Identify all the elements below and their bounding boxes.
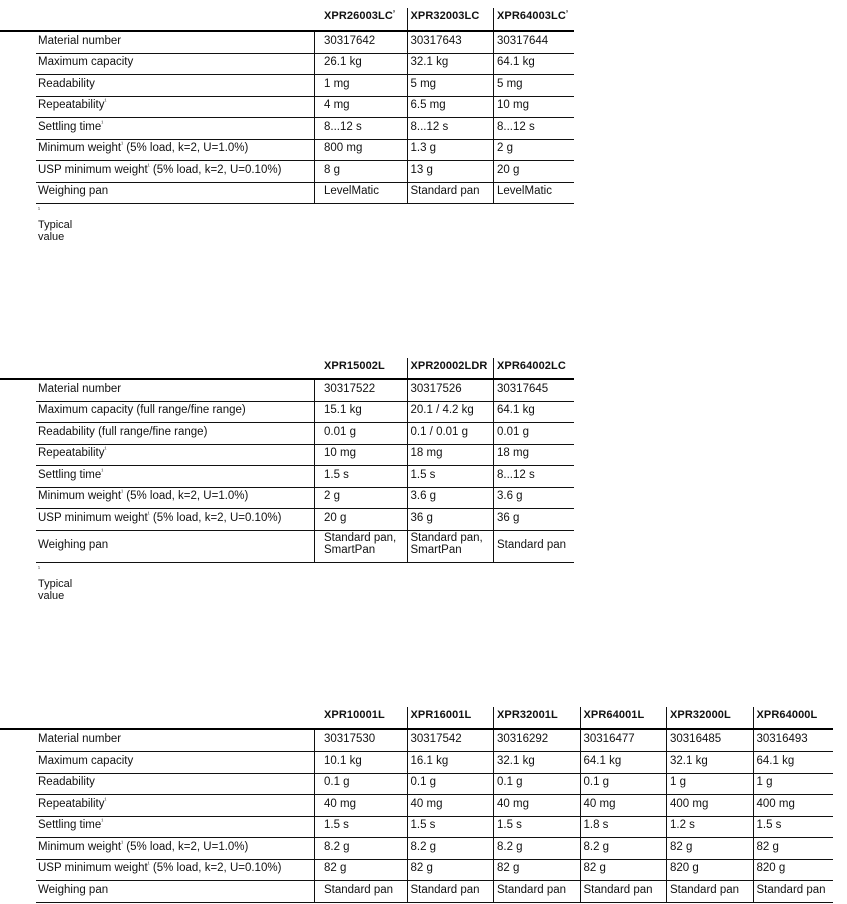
row-label: Minimum weight$^{^1}$ (5% load, k=2, U=1.0%) xyxy=(38,142,249,154)
value-cell: 0.1 / 0.01 g xyxy=(410,425,469,438)
column-divider xyxy=(314,880,315,902)
row-rule xyxy=(36,794,833,795)
row-label: Minimum weight$^{^1}$ (5% load, k=2, U=1.0%) xyxy=(38,490,249,502)
row-rule xyxy=(36,859,833,860)
column-divider xyxy=(493,751,494,773)
value-cell: 30316485 xyxy=(670,733,722,745)
row-label: USP minimum weight$^{^1}$ (5% load, k=2, U=0.10%) xyxy=(38,511,282,524)
value-cell: 400 mg xyxy=(670,797,709,810)
value-cell: 0.1 g xyxy=(497,776,523,788)
column-divider xyxy=(493,730,494,751)
column-divider xyxy=(407,358,408,378)
column-divider xyxy=(407,880,408,902)
value-cell: 1.3 g xyxy=(410,142,437,154)
model-header: XPR16001L xyxy=(410,709,472,721)
column-divider xyxy=(580,837,581,859)
column-divider xyxy=(580,880,581,902)
column-divider xyxy=(314,53,315,74)
value-cell: 5 mg xyxy=(497,77,523,90)
value-cell: Standard pan xyxy=(410,883,480,896)
value-cell: 1 g xyxy=(670,776,686,788)
column-divider xyxy=(407,465,408,487)
header-rule xyxy=(0,30,574,32)
column-divider xyxy=(493,182,494,203)
value-cell: 40 mg xyxy=(583,797,616,810)
value-cell: 8...12 s xyxy=(410,120,449,133)
column-divider xyxy=(407,422,408,444)
value-cell: 82 g xyxy=(583,862,606,874)
column-divider xyxy=(493,96,494,117)
header-rule xyxy=(0,378,574,380)
row-label: Weighing pan xyxy=(38,538,109,551)
column-divider xyxy=(314,96,315,117)
value-cell: 30316493 xyxy=(756,733,808,745)
column-divider xyxy=(493,444,494,465)
value-cell: 820 g xyxy=(756,862,786,874)
column-divider xyxy=(493,508,494,530)
column-divider xyxy=(407,32,408,53)
value-cell: 30317526 xyxy=(410,383,462,395)
column-divider xyxy=(407,96,408,117)
row-rule xyxy=(36,751,833,752)
column-divider xyxy=(493,859,494,880)
value-cell: 8.2 g xyxy=(497,840,523,853)
column-divider xyxy=(493,465,494,487)
value-cell: 15.1 kg xyxy=(324,404,362,416)
column-divider xyxy=(666,880,667,902)
column-divider xyxy=(493,139,494,160)
value-cell: Standard pan, SmartPan xyxy=(410,532,483,556)
value-cell: 82 g xyxy=(670,840,693,853)
column-divider xyxy=(314,422,315,444)
model-header: XPR64002LC xyxy=(497,360,566,372)
column-divider xyxy=(314,859,315,880)
column-divider xyxy=(314,465,315,487)
row-label: USP minimum weight$^{^1}$ (5% load, k=2, U=0.10%) xyxy=(38,163,282,176)
column-divider xyxy=(314,487,315,508)
value-cell: 82 g xyxy=(410,862,433,874)
row-rule xyxy=(36,902,833,903)
value-cell: 3.6 g xyxy=(410,490,437,502)
column-divider xyxy=(753,837,754,859)
value-cell: Standard pan xyxy=(410,185,480,197)
column-divider xyxy=(493,487,494,508)
value-cell: 8.2 g xyxy=(583,840,610,853)
value-cell: 0.01 g xyxy=(324,425,356,438)
column-divider xyxy=(314,816,315,837)
value-cell: 0.1 g xyxy=(583,776,610,788)
value-cell: 30317643 xyxy=(410,35,462,47)
column-divider xyxy=(493,816,494,837)
column-divider xyxy=(407,182,408,203)
column-divider xyxy=(753,880,754,902)
row-label: Material number xyxy=(38,383,122,395)
column-divider xyxy=(407,773,408,794)
model-header: XPR10001L xyxy=(324,709,385,721)
column-divider xyxy=(753,773,754,794)
row-label: Settling time$^{^1}$ xyxy=(38,468,104,481)
column-divider xyxy=(407,8,408,30)
row-label: Material number xyxy=(38,733,122,745)
value-cell: Standard pan xyxy=(756,883,826,896)
column-divider xyxy=(407,74,408,96)
column-divider xyxy=(666,730,667,751)
model-header: $XPR26003LC^{^3}$ xyxy=(324,10,395,22)
column-divider xyxy=(493,880,494,902)
column-divider xyxy=(493,358,494,378)
value-cell: 0.01 g xyxy=(497,425,529,438)
column-divider xyxy=(666,773,667,794)
column-divider xyxy=(314,74,315,96)
column-divider xyxy=(314,530,315,562)
column-divider xyxy=(314,32,315,53)
column-divider xyxy=(666,707,667,728)
row-label: Repeatability$^{^1}$ xyxy=(38,797,107,810)
value-cell: 8...12 s xyxy=(497,120,535,133)
value-cell: 40 mg xyxy=(324,797,356,810)
row-label: Readability xyxy=(38,77,95,90)
column-divider xyxy=(493,380,494,401)
column-divider xyxy=(407,508,408,530)
value-cell: 20.1 / 4.2 kg xyxy=(410,404,474,416)
model-header: XPR32003LC xyxy=(410,10,480,22)
column-divider xyxy=(666,816,667,837)
column-divider xyxy=(493,117,494,139)
model-header: XPR64000L xyxy=(756,709,818,721)
value-cell: 32.1 kg xyxy=(670,754,708,767)
value-cell: 18 mg xyxy=(497,447,529,459)
row-label: Maximum capacity xyxy=(38,754,134,767)
column-divider xyxy=(314,401,315,422)
column-divider xyxy=(493,401,494,422)
value-cell: 4 mg xyxy=(324,99,350,111)
value-cell: 10.1 kg xyxy=(324,754,362,767)
value-cell: 800 mg xyxy=(324,142,363,154)
row-label: Readability (full range/fine range) xyxy=(38,425,208,438)
value-cell: 5 mg xyxy=(410,77,437,90)
value-cell: Standard pan xyxy=(324,883,394,896)
value-cell: Standard pan xyxy=(497,538,567,551)
value-cell: 30317522 xyxy=(324,383,376,395)
value-cell: 820 g xyxy=(670,862,699,874)
column-divider xyxy=(407,530,408,562)
value-cell: 8.2 g xyxy=(324,840,350,853)
column-divider xyxy=(666,837,667,859)
column-divider xyxy=(407,401,408,422)
column-divider xyxy=(407,487,408,508)
value-cell: LevelMatic xyxy=(324,185,379,197)
column-divider xyxy=(493,707,494,728)
column-divider xyxy=(753,816,754,837)
value-cell: 1.8 s xyxy=(583,819,609,831)
value-cell: Standard pan, SmartPan xyxy=(324,532,397,556)
value-cell: 30316292 xyxy=(497,733,549,745)
column-divider xyxy=(493,32,494,53)
value-cell: 10 mg xyxy=(324,447,356,459)
value-cell: 32.1 kg xyxy=(497,754,535,767)
column-divider xyxy=(314,380,315,401)
value-cell: 64.1 kg xyxy=(497,56,535,68)
column-divider xyxy=(580,794,581,816)
value-cell: Standard pan xyxy=(670,883,740,896)
row-rule xyxy=(36,816,833,817)
value-cell: 16.1 kg xyxy=(410,754,449,767)
column-divider xyxy=(407,816,408,837)
value-cell: 3.6 g xyxy=(497,490,523,502)
value-cell: 1.5 s xyxy=(410,819,436,831)
column-divider xyxy=(493,773,494,794)
column-divider xyxy=(580,859,581,880)
row-label: Material number xyxy=(38,35,122,47)
value-cell: 30317644 xyxy=(497,35,549,47)
value-cell: 1.5 s xyxy=(497,819,522,831)
value-cell: 2 g xyxy=(497,142,513,154)
column-divider xyxy=(753,751,754,773)
row-label: Maximum capacity (full range/fine range) xyxy=(38,404,246,416)
column-divider xyxy=(407,53,408,74)
row-label: Minimum weight$^{^1}$ (5% load, k=2, U=1.0%) xyxy=(38,840,249,853)
row-label: Settling time$^{^1}$ xyxy=(38,120,104,133)
value-cell: 30317542 xyxy=(410,733,462,745)
column-divider xyxy=(314,139,315,160)
value-cell: 1.5 s xyxy=(756,819,782,831)
column-divider xyxy=(314,794,315,816)
column-divider xyxy=(314,730,315,751)
value-cell: 0.1 g xyxy=(324,776,350,788)
model-header: $XPR64003LC^{^3}$ xyxy=(497,10,568,22)
model-header: XPR64001L xyxy=(583,709,645,721)
column-divider xyxy=(493,422,494,444)
footnote: $^{^1}$ Typical value xyxy=(38,207,73,243)
model-header: XPR32000L xyxy=(670,709,731,721)
column-divider xyxy=(314,182,315,203)
header-rule xyxy=(0,728,833,730)
column-divider xyxy=(753,707,754,728)
row-label: Weighing pan xyxy=(38,185,109,197)
value-cell: 30316477 xyxy=(583,733,635,745)
column-divider xyxy=(407,837,408,859)
value-cell: 40 mg xyxy=(497,797,529,810)
column-divider xyxy=(314,773,315,794)
value-cell: 30317530 xyxy=(324,733,376,745)
value-cell: 64.1 kg xyxy=(497,404,535,416)
row-rule xyxy=(36,562,574,563)
value-cell: 36 g xyxy=(410,511,433,524)
value-cell: Standard pan xyxy=(497,883,567,896)
column-divider xyxy=(666,859,667,880)
value-cell: 40 mg xyxy=(410,797,443,810)
column-divider xyxy=(314,444,315,465)
value-cell: 82 g xyxy=(324,862,347,874)
column-divider xyxy=(407,730,408,751)
row-rule xyxy=(36,837,833,838)
row-rule xyxy=(36,203,574,204)
column-divider xyxy=(493,74,494,96)
column-divider xyxy=(407,139,408,160)
value-cell: 2 g xyxy=(324,490,340,502)
column-divider xyxy=(580,773,581,794)
row-label: Settling time$^{^1}$ xyxy=(38,819,104,831)
value-cell: 8...12 s xyxy=(497,468,535,481)
value-cell: 400 mg xyxy=(756,797,795,810)
row-label: Weighing pan xyxy=(38,883,109,896)
column-divider xyxy=(407,794,408,816)
value-cell: 64.1 kg xyxy=(756,754,795,767)
column-divider xyxy=(314,508,315,530)
column-divider xyxy=(407,444,408,465)
value-cell: 30317642 xyxy=(324,35,376,47)
column-divider xyxy=(580,730,581,751)
row-label: Readability xyxy=(38,776,95,788)
value-cell: 8.2 g xyxy=(410,840,437,853)
value-cell: 1.5 s xyxy=(410,468,436,481)
column-divider xyxy=(493,530,494,562)
value-cell: 6.5 mg xyxy=(410,99,446,111)
column-divider xyxy=(580,816,581,837)
value-cell: Standard pan xyxy=(583,883,653,896)
column-divider xyxy=(580,707,581,728)
value-cell: 1 g xyxy=(756,776,773,788)
row-label: USP minimum weight$^{^1}$ (5% load, k=2, U=0.10%) xyxy=(38,862,282,874)
column-divider xyxy=(666,794,667,816)
column-divider xyxy=(407,160,408,182)
footnote: $^{^1}$ Typical value xyxy=(38,566,73,602)
value-cell: 8...12 s xyxy=(324,120,362,133)
column-divider xyxy=(580,751,581,773)
value-cell: 82 g xyxy=(497,862,520,874)
column-divider xyxy=(666,751,667,773)
value-cell: 13 g xyxy=(410,163,433,176)
value-cell: 30317645 xyxy=(497,383,549,395)
value-cell: LevelMatic xyxy=(497,185,552,197)
value-cell: 26.1 kg xyxy=(324,56,362,68)
column-divider xyxy=(314,117,315,139)
column-divider xyxy=(493,8,494,30)
value-cell: 18 mg xyxy=(410,447,443,459)
value-cell: 36 g xyxy=(497,511,520,524)
column-divider xyxy=(493,837,494,859)
column-divider xyxy=(407,707,408,728)
value-cell: 10 mg xyxy=(497,99,529,111)
model-header: XPR32001L xyxy=(497,709,558,721)
row-label: Repeatability$^{^1}$ xyxy=(38,447,107,459)
value-cell: 1.5 s xyxy=(324,819,349,831)
value-cell: 20 g xyxy=(324,511,347,524)
column-divider xyxy=(407,751,408,773)
column-divider xyxy=(407,380,408,401)
column-divider xyxy=(753,794,754,816)
model-header: XPR15002L xyxy=(324,360,385,372)
column-divider xyxy=(407,117,408,139)
value-cell: 0.1 g xyxy=(410,776,437,788)
column-divider xyxy=(314,837,315,859)
model-header: XPR20002LDR xyxy=(410,360,488,372)
column-divider xyxy=(314,160,315,182)
column-divider xyxy=(314,751,315,773)
value-cell: 82 g xyxy=(756,840,779,853)
column-divider xyxy=(493,53,494,74)
row-rule xyxy=(36,880,833,881)
column-divider xyxy=(493,794,494,816)
value-cell: 1 mg xyxy=(324,77,350,90)
row-label: Repeatability$^{^1}$ xyxy=(38,99,107,111)
column-divider xyxy=(407,859,408,880)
row-rule xyxy=(36,773,833,774)
value-cell: 64.1 kg xyxy=(583,754,622,767)
value-cell: 1.2 s xyxy=(670,819,695,831)
value-cell: 1.5 s xyxy=(324,468,349,481)
column-divider xyxy=(753,859,754,880)
value-cell: 20 g xyxy=(497,163,520,176)
row-label: Maximum capacity xyxy=(38,56,134,68)
value-cell: 32.1 kg xyxy=(410,56,449,68)
value-cell: 8 g xyxy=(324,163,340,176)
column-divider xyxy=(493,160,494,182)
column-divider xyxy=(753,730,754,751)
